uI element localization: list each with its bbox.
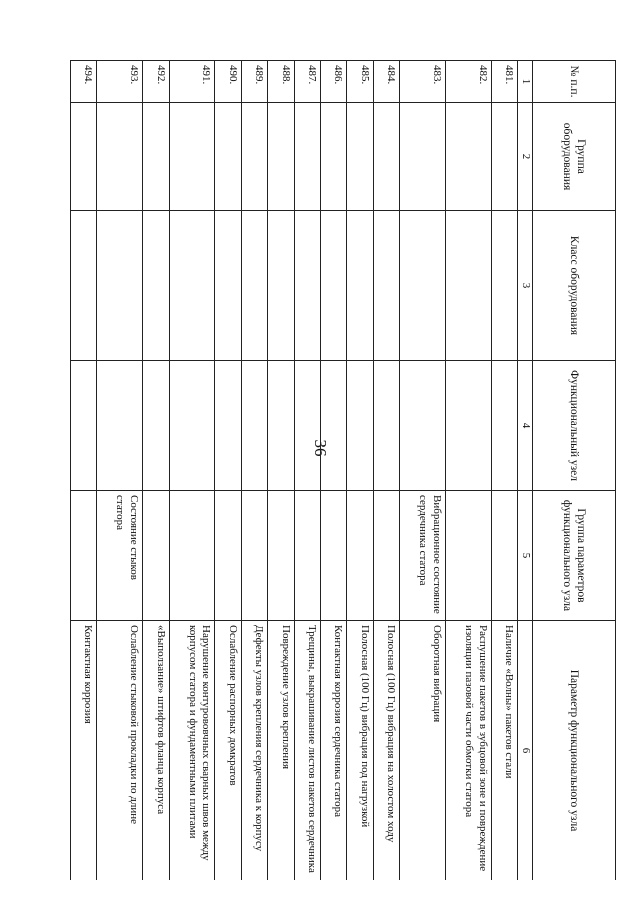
cell-equipment-group xyxy=(215,103,241,211)
table-row xyxy=(400,61,446,881)
row-number: 482. xyxy=(445,61,491,103)
cell-equipment-group xyxy=(320,103,346,211)
row-number: 488. xyxy=(268,61,294,103)
cell-equipment-group xyxy=(445,103,491,211)
cell-equipment-class xyxy=(491,211,517,361)
cell-equipment-class xyxy=(215,211,241,361)
header-equipment-group: Группа оборудования xyxy=(533,103,616,211)
table-row xyxy=(241,61,267,881)
cell-parameter-group: Вибрационное состояние сердечника статора xyxy=(400,491,446,621)
column-number-row xyxy=(518,61,533,881)
table-row xyxy=(215,61,241,881)
cell-functional-unit xyxy=(215,361,241,491)
cell-parameter-group xyxy=(320,491,346,621)
cell-functional-unit xyxy=(71,361,97,491)
cell-equipment-group xyxy=(268,103,294,211)
table-row xyxy=(373,61,399,881)
row-number: 487. xyxy=(294,61,320,103)
cell-equipment-group xyxy=(491,103,517,211)
cell-parameter-group xyxy=(491,491,517,621)
row-number: 483. xyxy=(400,61,446,103)
cell-equipment-class xyxy=(320,211,346,361)
table-row xyxy=(294,61,320,881)
cell-functional-unit xyxy=(320,361,346,491)
row-number: 486. xyxy=(320,61,346,103)
cell-parameter-group: Состояние стыков статора xyxy=(97,491,143,621)
table-row xyxy=(347,61,373,881)
cell-parameter: Полосная (100 Гц) вибрация на холостом ходу xyxy=(373,621,399,881)
cell-functional-unit xyxy=(347,361,373,491)
header-row xyxy=(533,61,616,881)
cell-functional-unit xyxy=(373,361,399,491)
cell-functional-unit xyxy=(491,361,517,491)
header-parameter-group: Группа параметров функционального узла xyxy=(533,491,616,621)
table-row xyxy=(97,61,143,881)
cell-equipment-class xyxy=(143,211,169,361)
cell-parameter: Оборотная вибрация xyxy=(400,621,446,881)
cell-parameter-group xyxy=(215,491,241,621)
cell-parameter-group xyxy=(347,491,373,621)
cell-equipment-group xyxy=(400,103,446,211)
column-number: 6 xyxy=(518,621,533,881)
cell-functional-unit xyxy=(143,361,169,491)
cell-parameter-group xyxy=(268,491,294,621)
row-number: 489. xyxy=(241,61,267,103)
cell-parameter: Трещины, выкрашивание листов пакетов сердечника xyxy=(294,621,320,881)
cell-parameter-group xyxy=(169,491,215,621)
table-row xyxy=(268,61,294,881)
header-functional-unit: Функциональный узел xyxy=(533,361,616,491)
cell-parameter: Распушение пакетов в зубцовой зоне и повреждение изоляции пазовой части обмотки статора xyxy=(445,621,491,881)
cell-equipment-class xyxy=(169,211,215,361)
header-parameter: Параметр функционального узла xyxy=(533,621,616,881)
cell-parameter-group xyxy=(143,491,169,621)
row-number: 485. xyxy=(347,61,373,103)
column-number: 2 xyxy=(518,103,533,211)
cell-functional-unit xyxy=(241,361,267,491)
cell-functional-unit xyxy=(169,361,215,491)
cell-parameter: Дефекты узлов крепления сердечника к корпусу xyxy=(241,621,267,881)
cell-functional-unit xyxy=(400,361,446,491)
header-number: № п.п. xyxy=(533,61,616,103)
cell-equipment-class xyxy=(71,211,97,361)
table-row xyxy=(71,61,97,881)
cell-equipment-class xyxy=(445,211,491,361)
cell-equipment-group xyxy=(169,103,215,211)
cell-equipment-group xyxy=(143,103,169,211)
cell-equipment-class xyxy=(400,211,446,361)
cell-functional-unit xyxy=(445,361,491,491)
row-number: 494. xyxy=(71,61,97,103)
cell-parameter: «Выползание» штифтов фланца корпуса xyxy=(143,621,169,881)
column-number: 1 xyxy=(518,61,533,103)
cell-equipment-group xyxy=(97,103,143,211)
cell-parameter: Полосная (100 Гц) вибрация под нагрузкой xyxy=(347,621,373,881)
row-number: 491. xyxy=(169,61,215,103)
cell-equipment-class xyxy=(97,211,143,361)
cell-parameter: Ослабление распорных домкратов xyxy=(215,621,241,881)
cell-parameter-group xyxy=(71,491,97,621)
table-row xyxy=(320,61,346,881)
cell-equipment-group xyxy=(241,103,267,211)
row-number: 484. xyxy=(373,61,399,103)
cell-parameter: Наличие «Волны» пакетов стали xyxy=(491,621,517,881)
row-number: 492. xyxy=(143,61,169,103)
cell-equipment-class xyxy=(373,211,399,361)
cell-parameter: Контактная коррозия сердечника статора xyxy=(320,621,346,881)
cell-equipment-class xyxy=(347,211,373,361)
cell-equipment-class xyxy=(294,211,320,361)
cell-functional-unit xyxy=(294,361,320,491)
table-row xyxy=(143,61,169,881)
header-equipment-class: Класс оборудования xyxy=(533,211,616,361)
column-number: 5 xyxy=(518,491,533,621)
cell-equipment-group xyxy=(71,103,97,211)
cell-parameter: Повреждение узлов крепления xyxy=(268,621,294,881)
cell-parameter-group xyxy=(294,491,320,621)
row-number: 490. xyxy=(215,61,241,103)
column-number: 4 xyxy=(518,361,533,491)
table-row xyxy=(491,61,517,881)
cell-functional-unit xyxy=(97,361,143,491)
cell-parameter-group xyxy=(445,491,491,621)
cell-equipment-class xyxy=(268,211,294,361)
cell-equipment-group xyxy=(294,103,320,211)
page-number: 36 xyxy=(311,439,330,457)
rotated-table-container xyxy=(70,60,616,880)
cell-parameter-group xyxy=(241,491,267,621)
cell-parameter: Контактная коррозия xyxy=(71,621,97,881)
cell-equipment-class xyxy=(241,211,267,361)
table-row xyxy=(169,61,215,881)
cell-parameter-group xyxy=(373,491,399,621)
cell-equipment-group xyxy=(347,103,373,211)
equipment-parameters-table xyxy=(70,60,616,880)
cell-parameter: Нарушение контурововчных сварных швов между корпусом статора и фундаментными плитами xyxy=(169,621,215,881)
cell-parameter: Ослабление стыковой прокладки по длине xyxy=(97,621,143,881)
cell-functional-unit xyxy=(268,361,294,491)
table-row xyxy=(445,61,491,881)
row-number: 481. xyxy=(491,61,517,103)
column-number: 3 xyxy=(518,211,533,361)
cell-equipment-group xyxy=(373,103,399,211)
row-number: 493. xyxy=(97,61,143,103)
document-table-area xyxy=(70,60,616,880)
